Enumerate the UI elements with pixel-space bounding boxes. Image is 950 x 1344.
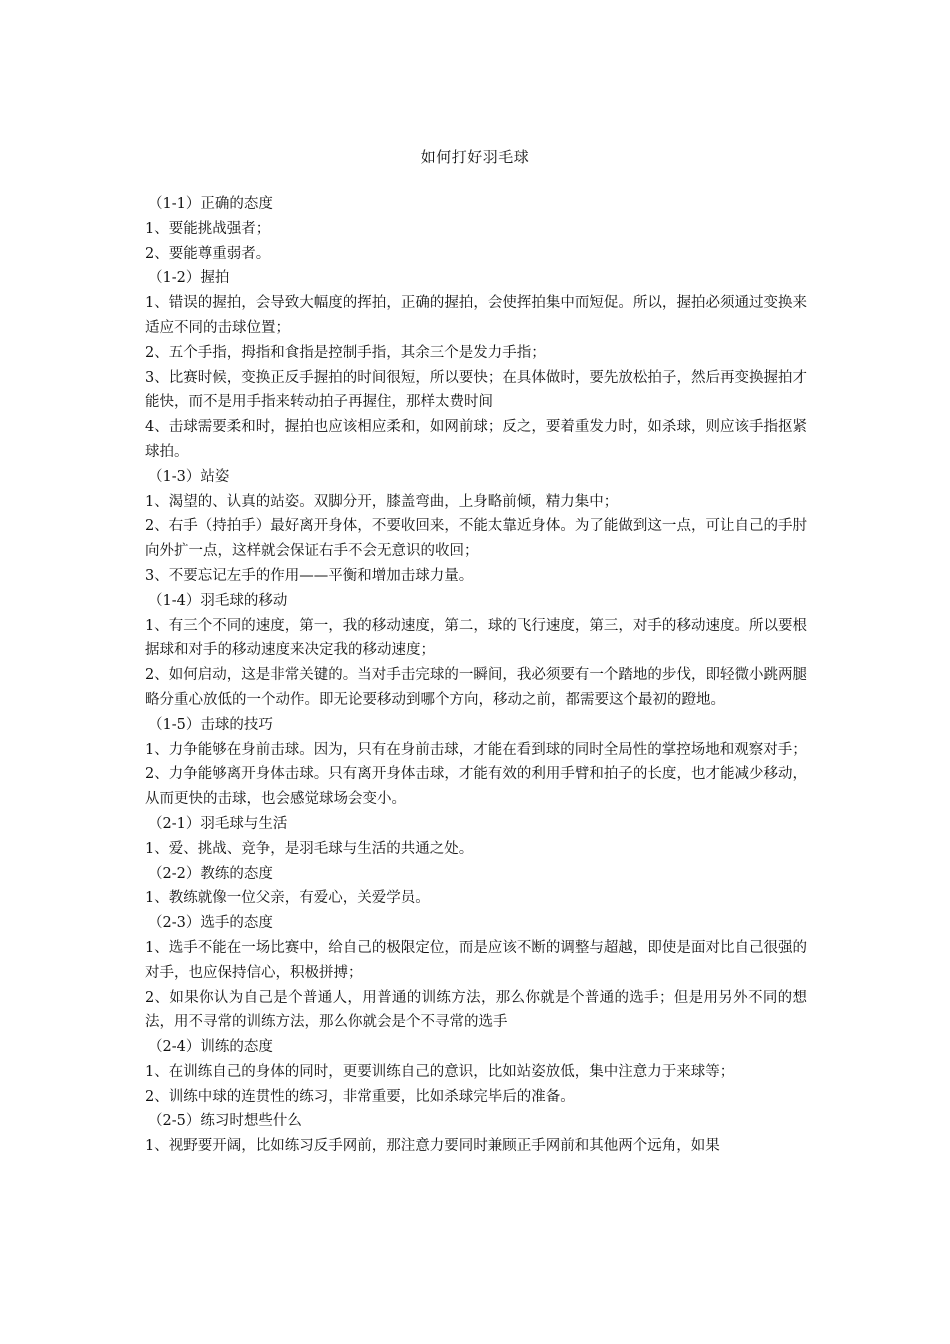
paragraph: 2、力争能够离开身体击球。只有离开身体击球，才能有效的利用手臂和拍子的长度，也才能减少移动，从而更快的击球，也会感觉球场会变小。 bbox=[145, 766, 807, 808]
paragraph: 1、要能挑战强者； bbox=[145, 220, 271, 237]
section bbox=[145, 465, 807, 589]
paragraph: 1、错误的握拍，会导致大幅度的挥拍，正确的握拍，会使挥拍集中而短促。所以，握拍必须通过变换来适应不同的击球位置； bbox=[145, 295, 807, 336]
section bbox=[145, 192, 807, 266]
section-heading: （1-4）羽毛球的移动 bbox=[148, 592, 288, 609]
section-heading: （1-3）站姿 bbox=[148, 468, 230, 485]
paragraph: 2、右手（持拍手）最好离开身体，不要收回来，不能太靠近身体。为了能做到这一点，可让自己的手肘向外扩一点，这样就会保证右手不会无意识的收回； bbox=[145, 518, 807, 560]
paragraph: 1、选手不能在一场比赛中，给自己的极限定位，而是应该不断的调整与超越，即使是面对比自己很强的对手，也应保持信心，积极拼搏； bbox=[145, 939, 807, 981]
section-heading: （1-5）击球的技巧 bbox=[148, 716, 273, 733]
section-heading: （2-4）训练的态度 bbox=[148, 1039, 273, 1056]
paragraph: 1、在训练自己的身体的同时，更要训练自己的意识，比如站姿放低，集中注意力于来球等； bbox=[145, 1063, 735, 1080]
paragraph: 3、比赛时候，变换正反手握拍的时间很短，所以要快；在具体做时，要先放松拍子，然后再变换握拍才能快，而不是用手指来转动拍子再握住，那样太费时间 bbox=[145, 369, 807, 411]
paragraph: 1、爱、挑战、竞争，是羽毛球与生活的共通之处。 bbox=[145, 840, 474, 857]
paragraph: 2、如果你认为自己是个普通人，用普通的训练方法，那么你就是个普通的选手；但是用另外不同的想法，用不寻常的训练方法，那么你就会是个不寻常的选手 bbox=[145, 989, 807, 1031]
section-heading: （2-2）教练的态度 bbox=[148, 865, 273, 882]
section bbox=[145, 1035, 807, 1109]
paragraph: 1、视野要开阔，比如练习反手网前，那注意力要同时兼顾正手网前和其他两个远角，如果 bbox=[145, 1138, 720, 1155]
section bbox=[145, 266, 807, 464]
section-heading: （1-1）正确的态度 bbox=[148, 196, 273, 212]
section-heading: （1-2）握拍 bbox=[148, 270, 230, 287]
section bbox=[145, 1109, 807, 1159]
section bbox=[145, 713, 807, 812]
paragraph: 2、如何启动，这是非常关键的。当对手击完球的一瞬间，我必须要有一个踏地的步伐，即轻微小跳两腿略分重心放低的一个动作。即无论要移动到哪个方向，移动之前，都需要这个最初的蹬地。 bbox=[145, 667, 807, 708]
paragraph: 1、力争能够在身前击球。因为，只有在身前击球，才能在看到球的同时全局性的掌控场地和观察对手； bbox=[145, 741, 807, 758]
paragraph: 2、要能尊重弱者。 bbox=[145, 245, 271, 262]
section bbox=[145, 589, 807, 713]
paragraph: 2、五个手指，拇指和食指是控制手指，其余三个是发力手指； bbox=[145, 344, 546, 361]
section-heading: （2-5）练习时想些什么 bbox=[148, 1113, 302, 1130]
paragraph: 2、训练中球的连贯性的练习，非常重要，比如杀球完毕后的准备。 bbox=[145, 1088, 575, 1105]
paragraph: 1、有三个不同的速度，第一，我的移动速度，第二，球的飞行速度，第三，对手的移动速度。所以要根据球和对手的移动速度来决定我的移动速度； bbox=[145, 617, 807, 659]
paragraph: 4、击球需要柔和时，握拍也应该相应柔和，如网前球；反之，要着重发力时，如杀球，则应该手指抠紧球拍。 bbox=[145, 419, 807, 460]
section-heading: （2-3）选手的态度 bbox=[148, 915, 273, 932]
document-title: 如何打好羽毛球 bbox=[420, 148, 530, 166]
paragraph: 1、教练就像一位父亲，有爱心，关爱学员。 bbox=[145, 890, 430, 907]
section bbox=[145, 862, 807, 912]
paragraph: 1、渴望的、认真的站姿。双脚分开，膝盖弯曲，上身略前倾，精力集中； bbox=[145, 493, 619, 510]
section bbox=[145, 812, 807, 862]
section-heading: （2-1）羽毛球与生活 bbox=[148, 815, 288, 832]
section bbox=[145, 911, 807, 1035]
document-body bbox=[145, 192, 807, 1159]
paragraph: 3、不要忘记左手的作用——平衡和增加击球力量。 bbox=[145, 567, 474, 584]
